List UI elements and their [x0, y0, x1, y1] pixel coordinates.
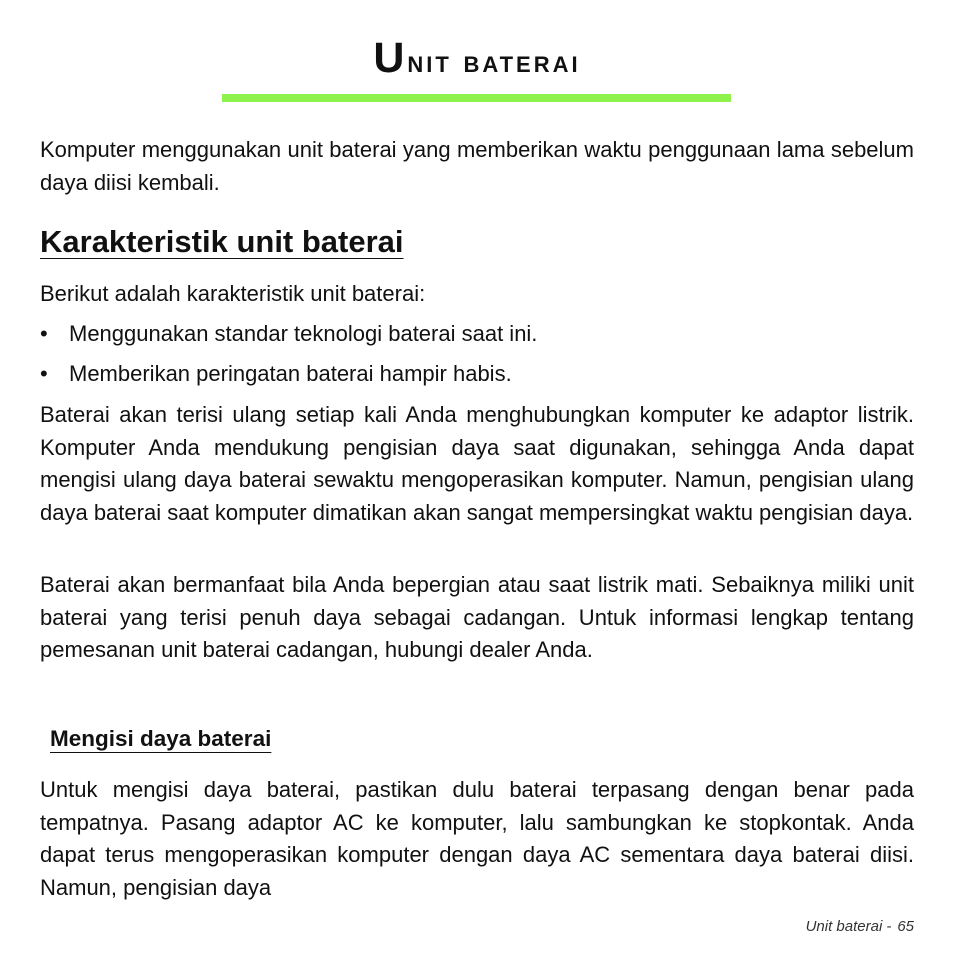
- charging-info-paragraph: Baterai akan terisi ulang setiap kali Anda menghubungkan komputer ke adaptor listrik. Komputer Anda mendukung pengisian daya saat digunakan, sehingga Anda dapat mengisi ulang daya baterai sewaktu mengoperasikan komputer. Namun, pengisian ulang daya baterai saat komputer dimatikan akan sangat mempersingkat waktu pengisian daya.: [40, 402, 914, 525]
- chapter-title-initial: U: [373, 34, 408, 82]
- title-accent-bar: [222, 94, 731, 102]
- list-item: [40, 318, 914, 350]
- travel-info-paragraph: Baterai akan bermanfaat bila Anda bepergian atau saat listrik mati. Sebaiknya miliki unit baterai yang terisi penuh daya sebagai cadangan. Untuk informasi lengkap tentang pemesanan unit baterai cadangan, hubungi dealer Anda.: [40, 572, 914, 662]
- footer-section-name: Unit baterai: [805, 918, 883, 935]
- section-lead: Berikut adalah karakteristik unit baterai:: [40, 281, 426, 306]
- chapter-title: [0, 30, 954, 90]
- subsection-heading: Mengisi daya baterai: [50, 726, 272, 751]
- footer-separator: -: [886, 918, 892, 935]
- chapter-title-rest: nit baterai: [407, 44, 581, 79]
- list-item: [40, 358, 914, 390]
- bullet-icon: •: [40, 321, 48, 346]
- bullet-icon: •: [40, 361, 48, 386]
- list-item-text: Menggunakan standar teknologi baterai saat ini.: [69, 321, 538, 346]
- charging-steps-paragraph: Untuk mengisi daya baterai, pastikan dulu baterai terpasang dengan benar pada tempatnya. Pasang adaptor AC ke komputer, lalu sambungkan ke stopkontak. Anda dapat terus mengoperasikan komputer dengan daya AC sementara daya baterai diisi. Namun, pengisian daya: [40, 777, 914, 900]
- page-footer: [806, 916, 914, 938]
- feature-list: [40, 318, 914, 398]
- page-number: 65: [897, 918, 914, 935]
- list-item-text: Memberikan peringatan baterai hampir habis.: [69, 361, 512, 386]
- section-heading: Karakteristik unit baterai: [40, 224, 404, 259]
- intro-paragraph: Komputer menggunakan unit baterai yang memberikan waktu penggunaan lama sebelum daya diisi kembali.: [40, 137, 914, 195]
